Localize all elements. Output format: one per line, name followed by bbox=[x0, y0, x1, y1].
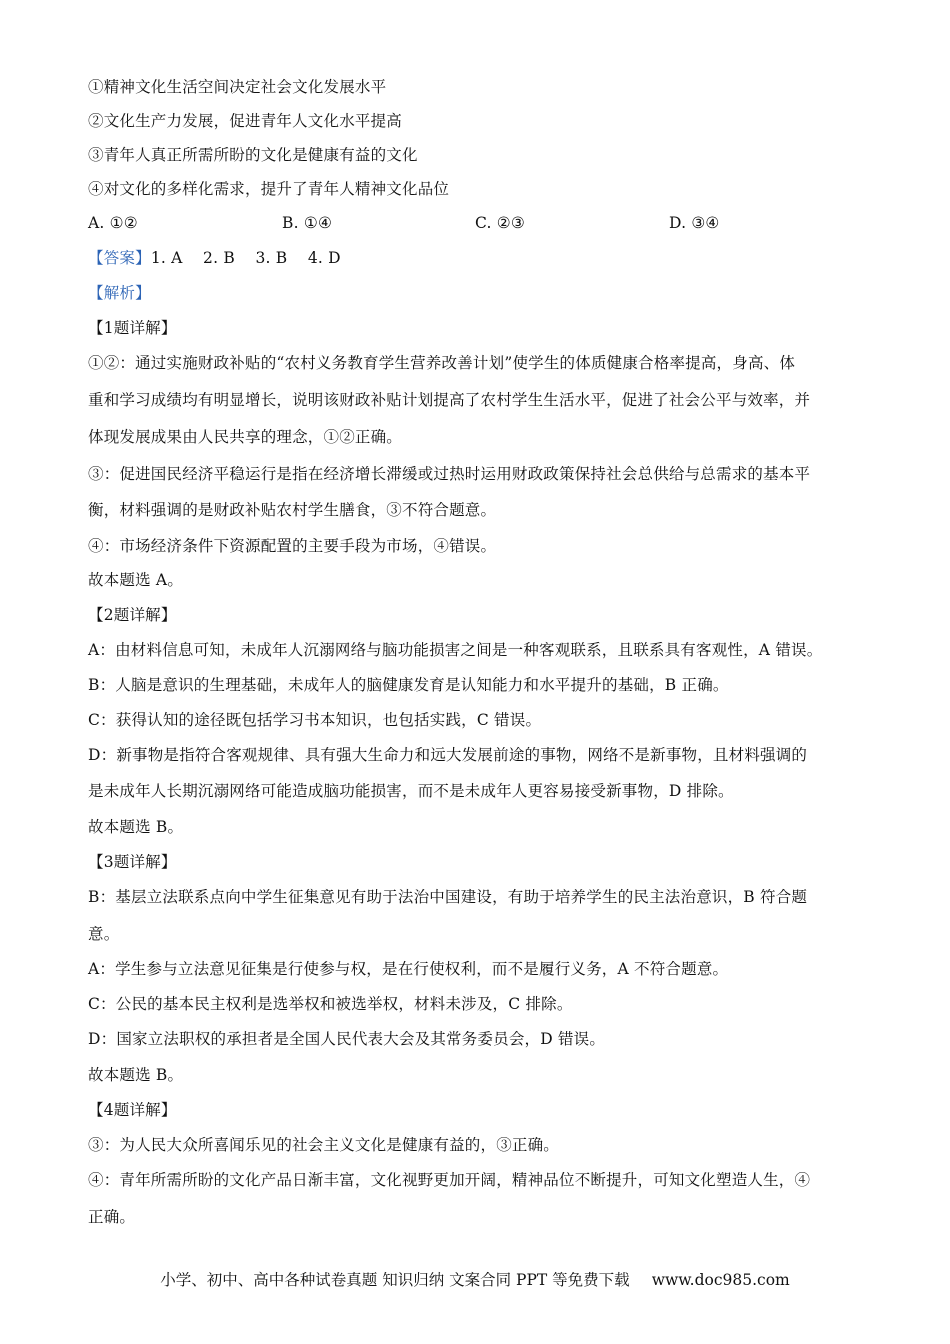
option-line: ①精神文化生活空间决定社会文化发展水平 bbox=[88, 78, 387, 96]
choice-d: D. ③④ bbox=[669, 214, 720, 232]
q4-heading: 【4题详解】 bbox=[88, 1101, 177, 1119]
q1-line: ④：市场经济条件下资源配置的主要手段为市场，④错误。 bbox=[88, 537, 497, 555]
q4-line: 正确。 bbox=[88, 1208, 136, 1226]
q3-heading: 【3题详解】 bbox=[88, 853, 177, 871]
option-line: ④对文化的多样化需求，提升了青年人精神文化品位 bbox=[88, 180, 450, 198]
option-line: ③青年人真正所需所盼的文化是健康有益的文化 bbox=[88, 146, 418, 164]
footer-text: 小学、初中、高中各种试卷真题 知识归纳 文案合同 PPT 等免费下载 bbox=[160, 1271, 630, 1289]
q1-line: 故本题选 A。 bbox=[88, 571, 184, 589]
q1-line: 体现发展成果由人民共享的理念，①②正确。 bbox=[88, 428, 403, 446]
footer-url[interactable]: www.doc985.com bbox=[651, 1271, 790, 1289]
q4-line: ④：青年所需所盼的文化产品日渐丰富，文化视野更加开阔，精神品位不断提升，可知文化塑造人生，④ bbox=[88, 1171, 811, 1189]
q2-line: C：获得认知的途径既包括学习书本知识，也包括实践，C 错误。 bbox=[88, 711, 542, 729]
q3-line: D：国家立法职权的承担者是全国人民代表大会及其常务委员会，D 错误。 bbox=[88, 1030, 606, 1048]
q1-line: 衡，材料强调的是财政补贴农村学生膳食，③不符合题意。 bbox=[88, 501, 497, 519]
q3-line: B：基层立法联系点向中学生征集意见有助于法治中国建设，有助于培养学生的民主法治意识，B 符合题 bbox=[88, 888, 808, 906]
answer-tag: 【答案】 bbox=[88, 249, 151, 267]
q3-line: C：公民的基本民主权利是选举权和被选举权，材料未涉及，C 排除。 bbox=[88, 995, 573, 1013]
analysis-tag: 【解析】 bbox=[88, 284, 151, 302]
q4-line: ③：为人民大众所喜闻乐见的社会主义文化是健康有益的，③正确。 bbox=[88, 1136, 560, 1154]
q1-heading: 【1题详解】 bbox=[88, 319, 177, 337]
q2-line: B：人脑是意识的生理基础，未成年人的脑健康发育是认知能力和水平提升的基础，B 正确。 bbox=[88, 676, 729, 694]
q2-line: 故本题选 B。 bbox=[88, 818, 184, 836]
choice-c: C. ②③ bbox=[475, 214, 525, 232]
q1-line: ①②：通过实施财政补贴的“农村义务教育学生营养改善计划”使学生的体质健康合格率提高，身高、体 bbox=[88, 354, 796, 372]
option-line: ②文化生产力发展，促进青年人文化水平提高 bbox=[88, 112, 403, 130]
page-footer bbox=[0, 1268, 950, 1290]
q3-line: 意。 bbox=[88, 925, 120, 943]
q2-line: 是未成年人长期沉溺网络可能造成脑功能损害，而不是未成年人更容易接受新事物，D 排除。 bbox=[88, 782, 734, 800]
q2-heading: 【2题详解】 bbox=[88, 606, 177, 624]
answer-line bbox=[88, 247, 868, 269]
choice-b: B. ①④ bbox=[282, 214, 333, 232]
q2-line: A：由材料信息可知，未成年人沉溺网络与脑功能损害之间是一种客观联系，且联系具有客观性，A 错误。 bbox=[88, 641, 823, 659]
q1-line: 重和学习成绩均有明显增长，说明该财政补贴计划提高了农村学生生活水平，促进了社会公平与效率，并 bbox=[88, 391, 811, 409]
q3-line: A：学生参与立法意见征集是行使参与权，是在行使权利，而不是履行义务，A 不符合题意。 bbox=[88, 960, 729, 978]
q2-line: D：新事物是指符合客观规律、具有强大生命力和远大发展前途的事物，网络不是新事物，且材料强调的 bbox=[88, 746, 808, 764]
choice-a: A. ①② bbox=[88, 214, 138, 232]
q1-line: ③：促进国民经济平稳运行是指在经济增长滞缓或过热时运用财政政策保持社会总供给与总需求的基本平 bbox=[88, 465, 811, 483]
answer-text: 1. A 2. B 3. B 4. D bbox=[150, 249, 341, 267]
q3-line: 故本题选 B。 bbox=[88, 1066, 184, 1084]
